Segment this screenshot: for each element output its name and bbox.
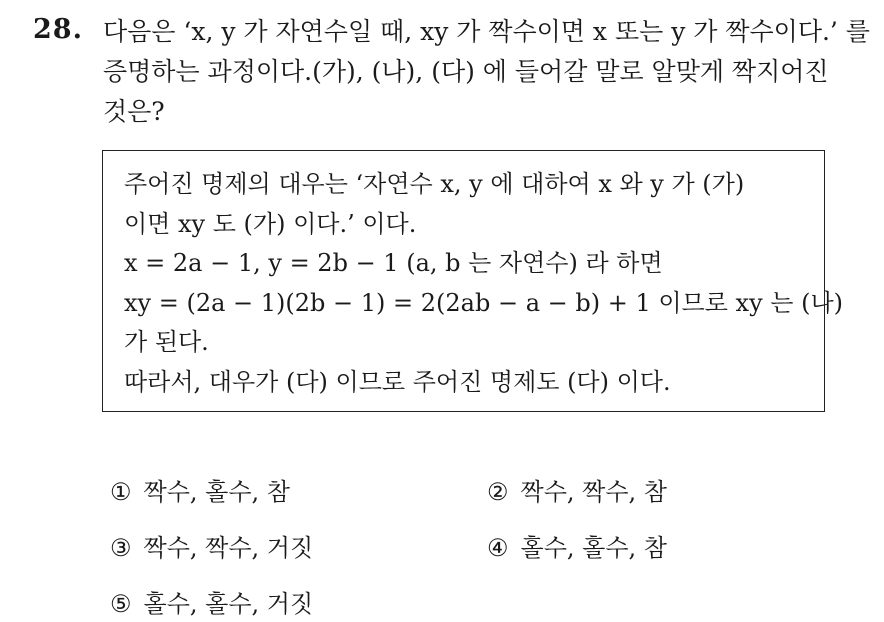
choice-mark: ② bbox=[487, 478, 509, 506]
question-stem bbox=[103, 12, 873, 132]
proof-box bbox=[102, 150, 844, 412]
choice-text: 홀수, 홀수, 참 bbox=[520, 534, 667, 562]
choice-text: 짝수, 짝수, 거짓 bbox=[143, 534, 314, 562]
choice-mark: ④ bbox=[487, 534, 509, 562]
proof-line: 가 된다. bbox=[124, 328, 209, 356]
choice-mark: ⑤ bbox=[110, 590, 132, 618]
stem-line: 것은? bbox=[103, 97, 165, 126]
choice-text: 홀수, 홀수, 거짓 bbox=[143, 590, 314, 618]
choice-1[interactable] bbox=[110, 474, 290, 510]
proof-line: 따라서, 대우가 (다) 이므로 주어진 명제도 (다) 이다. bbox=[124, 367, 671, 396]
choice-5[interactable] bbox=[110, 586, 313, 622]
choice-text: 짝수, 홀수, 참 bbox=[143, 478, 290, 506]
choice-4[interactable] bbox=[487, 530, 667, 566]
choice-text: 짝수, 짝수, 참 bbox=[520, 478, 667, 506]
proof-content bbox=[124, 165, 843, 402]
choice-3[interactable] bbox=[110, 530, 313, 566]
question-number: 28. bbox=[33, 14, 83, 45]
choice-2[interactable] bbox=[487, 474, 667, 510]
proof-line: 주어진 명제의 대우는 ‘자연수 x, y 에 대하여 x 와 y 가 (가) bbox=[124, 170, 745, 198]
proof-line: x = 2a − 1, y = 2b − 1 (a, b 는 자연수) 라 하면 bbox=[124, 249, 663, 277]
proof-line: xy = (2a − 1)(2b − 1) = 2(2ab − a − b) + 1 이므로 xy 는 (나) bbox=[124, 288, 844, 317]
choice-mark: ① bbox=[110, 478, 132, 506]
stem-line: 증명하는 과정이다.(가), (나), (다) 에 들어갈 말로 알맞게 짝지어진 bbox=[103, 57, 829, 86]
stem-line: 다음은 ‘x, y 가 자연수일 때, xy 가 짝수이면 x 또는 y 가 짝수이다.’ 를 bbox=[103, 17, 870, 46]
choice-mark: ③ bbox=[110, 534, 132, 562]
proof-line: 이면 xy 도 (가) 이다.’ 이다. bbox=[124, 209, 417, 238]
